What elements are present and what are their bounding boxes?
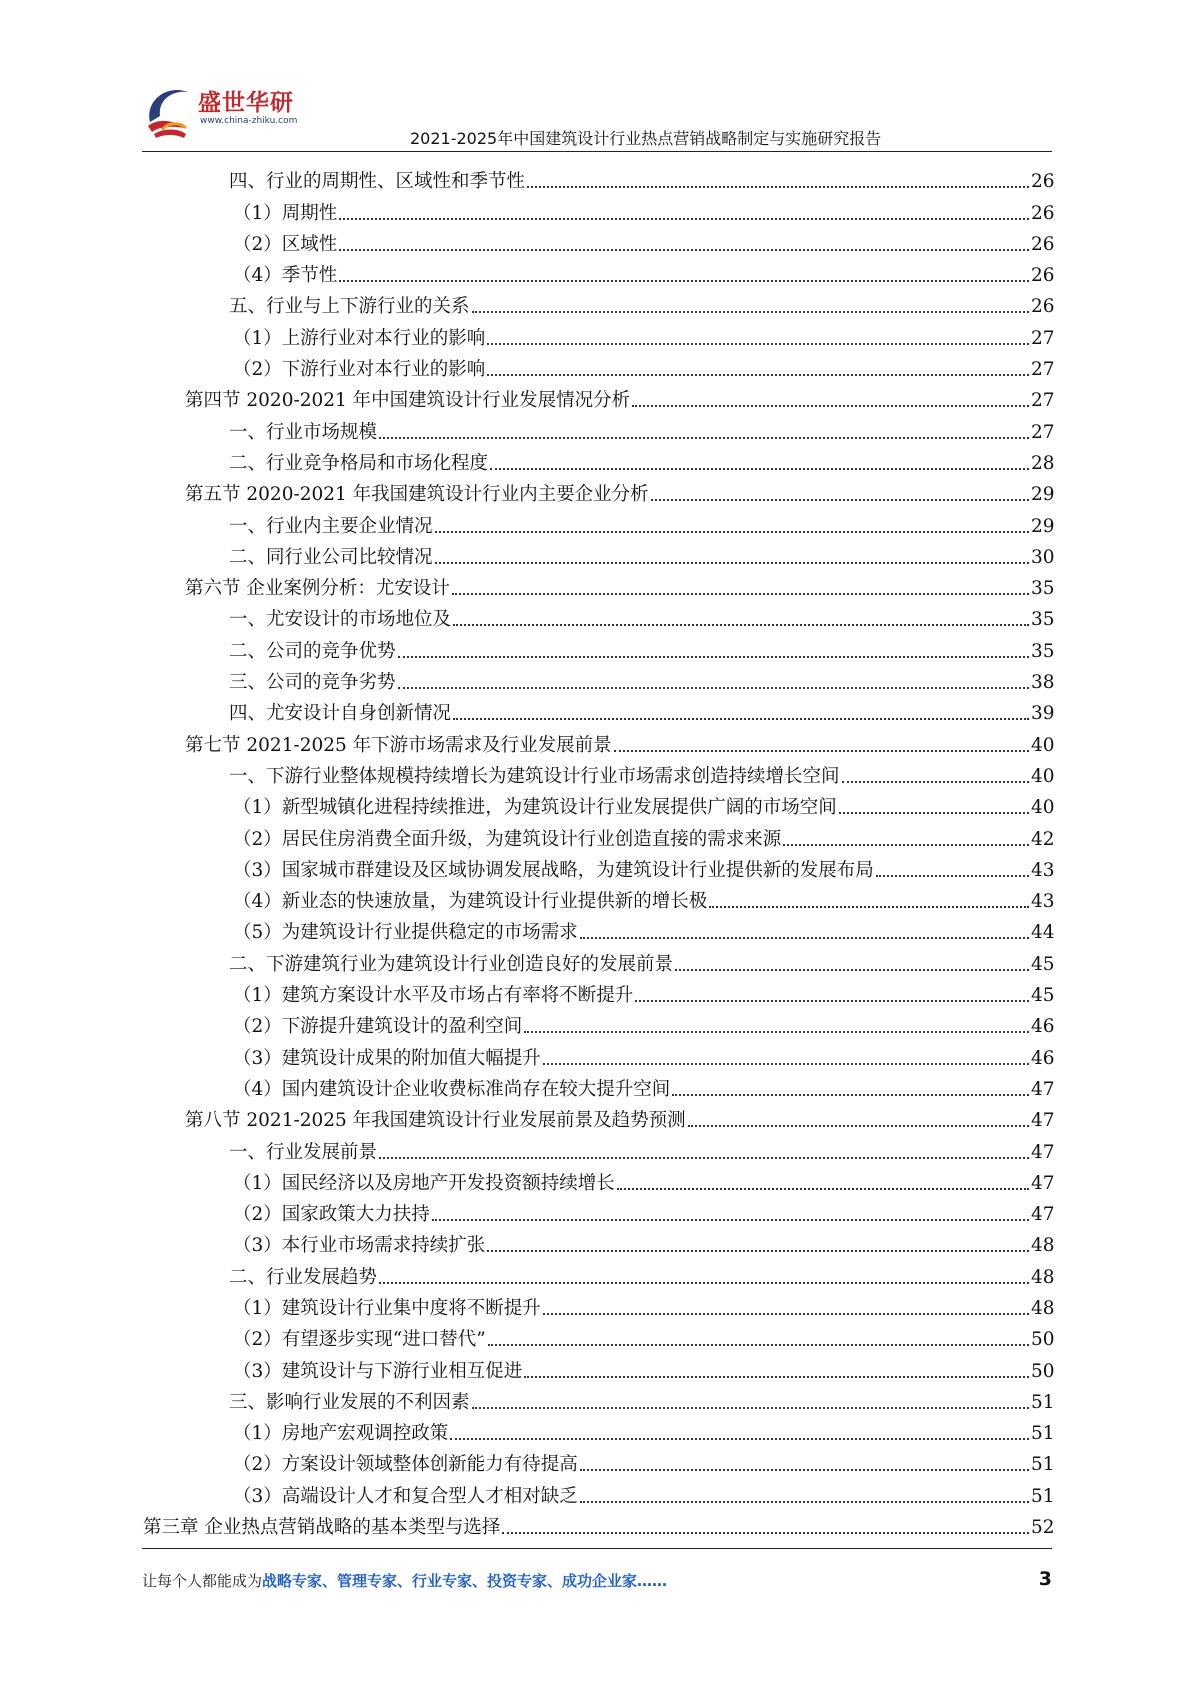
toc-dot-leader bbox=[398, 687, 1029, 689]
toc-entry[interactable] bbox=[0, 1195, 1191, 1226]
toc-entry-page: 52 bbox=[1031, 1517, 1055, 1539]
toc-entry-title: （5）为建筑设计行业提供稳定的市场需求 bbox=[233, 922, 578, 944]
toc-entry-title: 第七节 2021-2025 年下游市场需求及行业发展前景 bbox=[185, 734, 612, 756]
toc-entry[interactable] bbox=[0, 1351, 1191, 1382]
table-of-contents bbox=[0, 162, 1191, 1539]
toc-dot-leader bbox=[488, 1344, 1029, 1346]
toc-dot-leader bbox=[487, 374, 1029, 376]
toc-dot-leader bbox=[617, 1188, 1029, 1190]
toc-dot-leader bbox=[432, 1219, 1029, 1221]
toc-entry-page: 29 bbox=[1031, 515, 1055, 537]
toc-entry[interactable] bbox=[0, 600, 1191, 631]
toc-entry-title: （2）有望逐步实现“进口替代” bbox=[233, 1329, 486, 1351]
toc-dot-leader bbox=[487, 1250, 1029, 1252]
toc-entry-title: （1）上游行业对本行业的影响 bbox=[233, 327, 486, 349]
toc-entry-title: （1）新型城镇化进程持续推进，为建筑设计行业发展提供广阔的市场空间 bbox=[233, 797, 837, 819]
toc-entry-page: 47 bbox=[1031, 1141, 1055, 1163]
toc-entry-title: （3）本行业市场需求持续扩张 bbox=[233, 1235, 486, 1257]
toc-dot-leader bbox=[543, 1063, 1029, 1065]
toc-entry-page: 35 bbox=[1031, 640, 1055, 662]
toc-entry-page: 48 bbox=[1031, 1266, 1055, 1288]
toc-entry-page: 26 bbox=[1031, 265, 1055, 287]
toc-dot-leader bbox=[635, 1000, 1029, 1002]
toc-entry-title: 第四节 2020-2021 年中国建筑设计行业发展情况分析 bbox=[185, 390, 631, 412]
toc-entry-title: （1）房地产宏观调控政策 bbox=[233, 1423, 449, 1445]
toc-dot-leader bbox=[675, 969, 1029, 971]
toc-entry-page: 43 bbox=[1031, 859, 1055, 881]
toc-entry[interactable] bbox=[0, 631, 1191, 662]
toc-entry[interactable] bbox=[0, 1414, 1191, 1445]
toc-dot-leader bbox=[379, 1282, 1029, 1284]
toc-entry-page: 48 bbox=[1031, 1297, 1055, 1319]
toc-entry-title: 一、下游行业整体规模持续增长为建筑设计行业市场需求创造持续增长空间 bbox=[229, 765, 840, 787]
toc-dot-leader bbox=[580, 1469, 1029, 1471]
toc-entry-title: （2）下游行业对本行业的影响 bbox=[233, 359, 486, 381]
toc-entry[interactable] bbox=[0, 506, 1191, 537]
toc-dot-leader bbox=[543, 1313, 1029, 1315]
toc-entry-page: 47 bbox=[1031, 1172, 1055, 1194]
page-footer bbox=[142, 1570, 1052, 1596]
toc-entry[interactable] bbox=[0, 851, 1191, 882]
toc-entry-page: 45 bbox=[1031, 953, 1055, 975]
toc-entry-page: 42 bbox=[1031, 828, 1055, 850]
toc-dot-leader bbox=[452, 593, 1029, 595]
toc-entry-page: 27 bbox=[1031, 390, 1055, 412]
toc-dot-leader bbox=[839, 812, 1029, 814]
toc-dot-leader bbox=[487, 343, 1029, 345]
toc-entry-title: （1）建筑方案设计水平及市场占有率将不断提升 bbox=[233, 985, 634, 1007]
toc-entry-title: 第五节 2020-2021 年我国建筑设计行业内主要企业分析 bbox=[185, 484, 649, 506]
toc-entry-title: 四、尤安设计自身创新情况 bbox=[229, 703, 452, 725]
toc-entry-page: 30 bbox=[1031, 546, 1055, 568]
toc-entry[interactable] bbox=[0, 569, 1191, 600]
toc-entry[interactable] bbox=[0, 287, 1191, 318]
toc-entry[interactable] bbox=[0, 819, 1191, 850]
toc-dot-leader bbox=[339, 249, 1029, 251]
toc-entry-page: 47 bbox=[1031, 1204, 1055, 1226]
toc-dot-leader bbox=[453, 718, 1029, 720]
toc-entry-title: （3）高端设计人才和复合型人才相对缺乏 bbox=[233, 1485, 578, 1507]
toc-entry[interactable] bbox=[0, 757, 1191, 788]
toc-entry[interactable] bbox=[0, 1007, 1191, 1038]
toc-entry-page: 50 bbox=[1031, 1329, 1055, 1351]
toc-entry[interactable] bbox=[0, 1383, 1191, 1414]
toc-entry[interactable] bbox=[0, 1164, 1191, 1195]
toc-dot-leader bbox=[783, 844, 1029, 846]
toc-entry-page: 43 bbox=[1031, 891, 1055, 913]
toc-entry-page: 51 bbox=[1031, 1423, 1055, 1445]
toc-dot-leader bbox=[379, 437, 1029, 439]
toc-entry-page: 51 bbox=[1031, 1485, 1055, 1507]
footer-slogan-prefix: 让每个人都能成为 bbox=[142, 1572, 263, 1590]
toc-dot-leader bbox=[842, 781, 1029, 783]
toc-entry[interactable] bbox=[0, 1070, 1191, 1101]
toc-dot-leader bbox=[435, 562, 1029, 564]
toc-entry[interactable] bbox=[0, 256, 1191, 287]
toc-entry[interactable] bbox=[0, 444, 1191, 475]
brand-name: 盛世华研 bbox=[198, 90, 294, 116]
toc-entry-page: 29 bbox=[1031, 484, 1055, 506]
logo-mark-icon bbox=[140, 82, 200, 142]
toc-entry-page: 26 bbox=[1031, 202, 1055, 224]
toc-entry[interactable] bbox=[0, 882, 1191, 913]
toc-entry-title: （2）国家政策大力扶持 bbox=[233, 1204, 430, 1226]
toc-dot-leader bbox=[398, 656, 1029, 658]
toc-entry[interactable] bbox=[0, 694, 1191, 725]
toc-entry-title: 四、行业的周期性、区域性和季节性 bbox=[229, 171, 526, 193]
toc-entry[interactable] bbox=[0, 162, 1191, 193]
toc-entry[interactable] bbox=[0, 1289, 1191, 1320]
toc-entry-page: 40 bbox=[1031, 765, 1055, 787]
toc-entry[interactable] bbox=[0, 318, 1191, 349]
header-divider bbox=[142, 151, 1052, 152]
toc-dot-leader bbox=[524, 1376, 1029, 1378]
toc-entry-title: （4）新业态的快速放量，为建筑设计行业提供新的增长极 bbox=[233, 891, 708, 913]
footer-divider bbox=[142, 1548, 1052, 1549]
toc-entry-page: 50 bbox=[1031, 1360, 1055, 1382]
toc-dot-leader bbox=[524, 1031, 1029, 1033]
toc-entry-title: 第六节 企业案例分析：尤安设计 bbox=[185, 578, 450, 600]
toc-entry[interactable] bbox=[0, 1132, 1191, 1163]
toc-entry-page: 38 bbox=[1031, 672, 1055, 694]
toc-entry[interactable] bbox=[0, 381, 1191, 412]
toc-entry-title: （3）建筑设计与下游行业相互促进 bbox=[233, 1360, 523, 1382]
toc-entry-page: 27 bbox=[1031, 327, 1055, 349]
toc-entry-title: （2）区域性 bbox=[233, 233, 338, 255]
toc-entry-page: 40 bbox=[1031, 734, 1055, 756]
footer-slogan-highlight: 战略专家、管理专家、行业专家、投资专家、成功企业家…… bbox=[262, 1572, 668, 1590]
toc-entry[interactable] bbox=[0, 1257, 1191, 1288]
toc-entry-page: 51 bbox=[1031, 1454, 1055, 1476]
toc-entry-title: 五、行业与上下游行业的关系 bbox=[229, 296, 470, 318]
toc-dot-leader bbox=[339, 218, 1029, 220]
toc-entry[interactable] bbox=[0, 1038, 1191, 1069]
toc-entry[interactable] bbox=[0, 225, 1191, 256]
toc-entry-title: （1）国民经济以及房地产开发投资额持续增长 bbox=[233, 1172, 615, 1194]
toc-entry-title: 第八节 2021-2025 年我国建筑设计行业发展前景及趋势预测 bbox=[185, 1110, 686, 1132]
toc-entry-page: 26 bbox=[1031, 296, 1055, 318]
toc-dot-leader bbox=[379, 1157, 1029, 1159]
toc-entry-title: 二、行业竞争格局和市场化程度 bbox=[229, 452, 489, 474]
toc-entry[interactable] bbox=[0, 1320, 1191, 1351]
toc-entry-title: （1）周期性 bbox=[233, 202, 338, 224]
toc-entry-title: （2）居民住房消费全面升级，为建筑设计行业创造直接的需求来源 bbox=[233, 828, 782, 850]
toc-entry-page: 40 bbox=[1031, 797, 1055, 819]
toc-entry-title: 二、下游建筑行业为建筑设计行业创造良好的发展前景 bbox=[229, 953, 674, 975]
toc-entry-page: 35 bbox=[1031, 578, 1055, 600]
toc-entry[interactable] bbox=[0, 976, 1191, 1007]
toc-entry-title: （3）建筑设计成果的附加值大幅提升 bbox=[233, 1047, 541, 1069]
toc-dot-leader bbox=[672, 1094, 1029, 1096]
toc-entry-title: （2）下游提升建筑设计的盈利空间 bbox=[233, 1016, 523, 1038]
toc-entry-title: 一、行业发展前景 bbox=[229, 1141, 378, 1163]
toc-entry[interactable] bbox=[0, 475, 1191, 506]
toc-dot-leader bbox=[876, 875, 1029, 877]
toc-dot-leader bbox=[490, 468, 1029, 470]
toc-dot-leader bbox=[614, 750, 1029, 752]
toc-entry-title: 第三章 企业热点营销战略的基本类型与选择 bbox=[143, 1517, 501, 1539]
toc-entry-page: 45 bbox=[1031, 985, 1055, 1007]
toc-dot-leader bbox=[580, 1501, 1029, 1503]
toc-entry-title: （3）国家城市群建设及区域协调发展战略，为建筑设计行业提供新的发展布局 bbox=[233, 859, 874, 881]
toc-entry[interactable] bbox=[0, 1445, 1191, 1476]
toc-entry-title: （2）方案设计领域整体创新能力有待提高 bbox=[233, 1454, 578, 1476]
toc-entry-page: 26 bbox=[1031, 171, 1055, 193]
toc-entry-title: 三、影响行业发展的不利因素 bbox=[229, 1391, 470, 1413]
toc-dot-leader bbox=[453, 624, 1029, 626]
toc-entry[interactable] bbox=[0, 663, 1191, 694]
toc-entry-page: 47 bbox=[1031, 1078, 1055, 1100]
toc-entry[interactable] bbox=[0, 788, 1191, 819]
toc-entry[interactable] bbox=[0, 412, 1191, 443]
toc-dot-leader bbox=[632, 405, 1029, 407]
brand-logo bbox=[140, 82, 320, 144]
toc-entry[interactable] bbox=[0, 913, 1191, 944]
toc-dot-leader bbox=[502, 1532, 1029, 1534]
toc-dot-leader bbox=[472, 311, 1029, 313]
toc-dot-leader bbox=[709, 906, 1029, 908]
report-title: 2021-2025年中国建筑设计行业热点营销战略制定与实施研究报告 bbox=[410, 129, 882, 148]
toc-dot-leader bbox=[472, 1407, 1029, 1409]
toc-entry-title: 一、行业内主要企业情况 bbox=[229, 515, 433, 537]
toc-entry[interactable] bbox=[0, 944, 1191, 975]
toc-entry-title: 一、行业市场规模 bbox=[229, 421, 378, 443]
toc-dot-leader bbox=[450, 1438, 1029, 1440]
brand-url: www.china-zhiku.com bbox=[200, 116, 298, 126]
page-number: 3 bbox=[1038, 1568, 1052, 1590]
toc-dot-leader bbox=[527, 186, 1029, 188]
toc-entry-page: 27 bbox=[1031, 359, 1055, 381]
toc-entry-title: 一、尤安设计的市场地位及 bbox=[229, 609, 452, 631]
toc-entry[interactable] bbox=[0, 1226, 1191, 1257]
toc-entry[interactable] bbox=[0, 350, 1191, 381]
toc-entry-title: 二、公司的竞争优势 bbox=[229, 640, 396, 662]
toc-dot-leader bbox=[688, 1125, 1029, 1127]
toc-dot-leader bbox=[435, 531, 1029, 533]
toc-entry[interactable] bbox=[0, 538, 1191, 569]
toc-entry-title: （4）季节性 bbox=[233, 265, 338, 287]
toc-entry-title: 二、行业发展趋势 bbox=[229, 1266, 378, 1288]
toc-entry-page: 48 bbox=[1031, 1235, 1055, 1257]
toc-entry[interactable] bbox=[0, 1476, 1191, 1507]
toc-entry[interactable] bbox=[0, 1101, 1191, 1132]
toc-entry-page: 51 bbox=[1031, 1391, 1055, 1413]
toc-entry-page: 44 bbox=[1031, 922, 1055, 944]
toc-entry-title: （4）国内建筑设计企业收费标准尚存在较大提升空间 bbox=[233, 1078, 671, 1100]
toc-entry-title: 三、公司的竞争劣势 bbox=[229, 672, 396, 694]
page-header bbox=[0, 0, 1191, 150]
toc-entry-page: 46 bbox=[1031, 1047, 1055, 1069]
toc-entry-title: 二、同行业公司比较情况 bbox=[229, 546, 433, 568]
toc-dot-leader bbox=[580, 937, 1029, 939]
toc-dot-leader bbox=[651, 499, 1029, 501]
toc-entry[interactable] bbox=[0, 1508, 1191, 1539]
toc-entry-page: 39 bbox=[1031, 703, 1055, 725]
toc-dot-leader bbox=[339, 280, 1029, 282]
toc-entry[interactable] bbox=[0, 725, 1191, 756]
toc-entry[interactable] bbox=[0, 193, 1191, 224]
toc-entry-page: 26 bbox=[1031, 233, 1055, 255]
toc-entry-page: 27 bbox=[1031, 421, 1055, 443]
toc-entry-title: （1）建筑设计行业集中度将不断提升 bbox=[233, 1297, 541, 1319]
toc-entry-page: 47 bbox=[1031, 1110, 1055, 1132]
toc-entry-page: 46 bbox=[1031, 1016, 1055, 1038]
toc-entry-page: 28 bbox=[1031, 452, 1055, 474]
toc-entry-page: 35 bbox=[1031, 609, 1055, 631]
